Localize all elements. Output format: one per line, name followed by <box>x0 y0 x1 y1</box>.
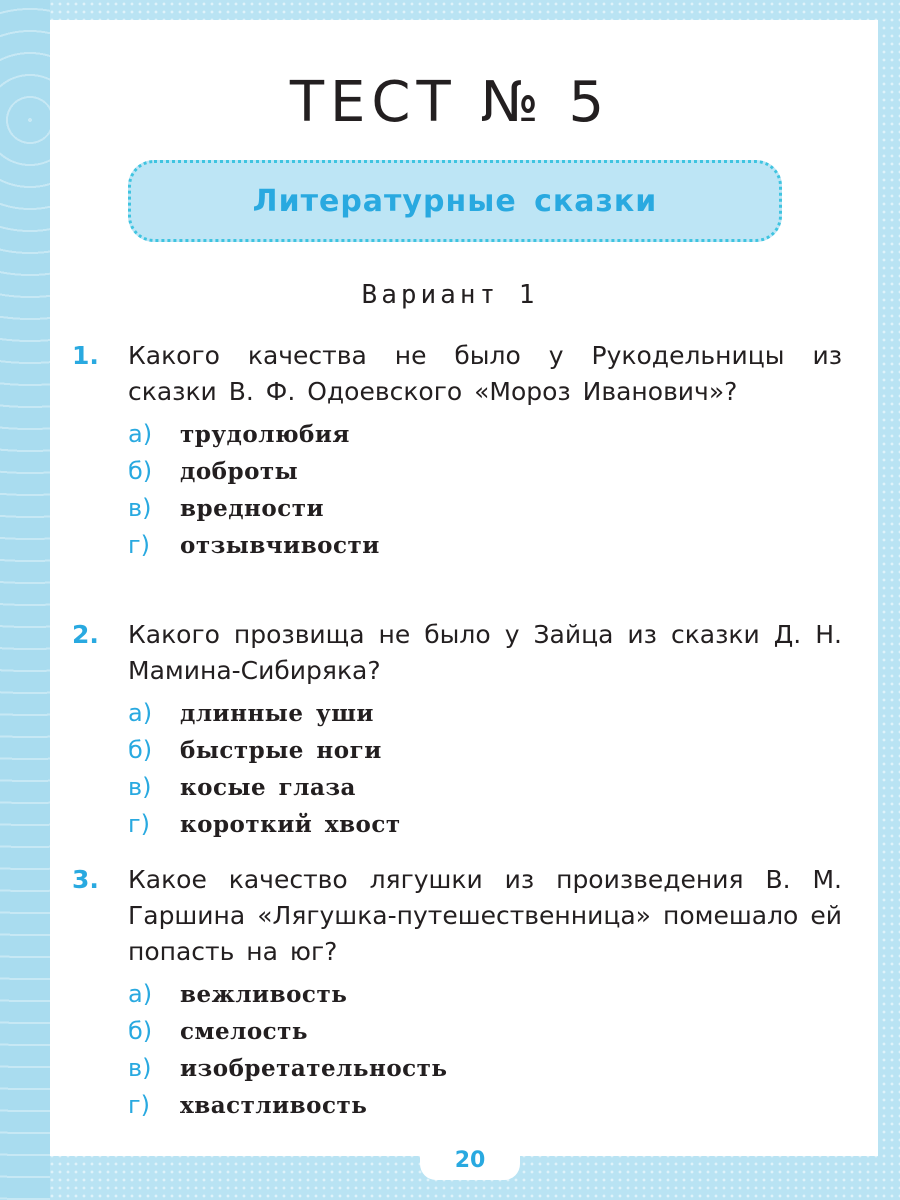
question-2 <box>72 617 842 843</box>
answer-option-d[interactable] <box>128 527 842 564</box>
question-number: 1. <box>72 341 99 370</box>
answer-option-c[interactable] <box>128 769 842 806</box>
option-text: быстрые ноги <box>180 737 382 764</box>
option-text: короткий хвост <box>180 811 401 838</box>
question-3 <box>72 862 842 1124</box>
answer-option-b[interactable] <box>128 732 842 769</box>
option-letter: г) <box>128 1091 150 1119</box>
option-text: вредности <box>180 495 325 522</box>
option-letter: б) <box>128 1017 153 1045</box>
option-letter: а) <box>128 699 153 727</box>
option-letter: а) <box>128 420 153 448</box>
answer-option-b[interactable] <box>128 453 842 490</box>
option-letter: а) <box>128 980 153 1008</box>
answer-option-a[interactable] <box>128 976 842 1013</box>
question-number: 2. <box>72 620 99 649</box>
option-text: доброты <box>180 458 299 485</box>
variant-label: Вариант 1 <box>361 280 539 310</box>
page-number-tab <box>420 1140 520 1180</box>
answer-options <box>128 695 842 843</box>
test-title: ТЕСТ № 5 <box>289 70 611 135</box>
answer-option-c[interactable] <box>128 490 842 527</box>
option-letter: б) <box>128 736 153 764</box>
question-number: 3. <box>72 865 99 894</box>
option-text: смелость <box>180 1018 309 1045</box>
option-text: трудолюбия <box>180 421 350 448</box>
option-text: косые глаза <box>180 774 356 801</box>
question-text: Какого прозвища не было у Зайца из сказки Д. Н. Мамина-Сибиряка? <box>128 620 842 685</box>
question-text: Какого качества не было у Рукодельницы из сказки В. Ф. Одоевского «Мороз Иванович»? <box>128 341 842 406</box>
option-letter: в) <box>128 773 152 801</box>
question-1 <box>72 338 842 564</box>
topic-banner <box>128 160 782 242</box>
decorative-side-border <box>0 0 50 1200</box>
option-letter: г) <box>128 810 150 838</box>
answer-option-d[interactable] <box>128 806 842 843</box>
page-number: 20 <box>454 1147 486 1173</box>
option-text: длинные уши <box>180 700 374 727</box>
answer-option-b[interactable] <box>128 1013 842 1050</box>
topic-banner-text: Литературные сказки <box>252 183 658 219</box>
option-letter: в) <box>128 1054 152 1082</box>
option-letter: б) <box>128 457 153 485</box>
option-text: изобретательность <box>180 1055 448 1082</box>
option-text: отзывчивости <box>180 532 380 559</box>
option-text: хвастливость <box>180 1092 368 1119</box>
answer-option-c[interactable] <box>128 1050 842 1087</box>
answer-option-d[interactable] <box>128 1087 842 1124</box>
question-text: Какое качество лягушки из произведения В. М. Гаршина «Лягушка-путешественница» помешало ей попасть на юг? <box>128 865 842 966</box>
option-text: вежливость <box>180 981 348 1008</box>
answer-option-a[interactable] <box>128 416 842 453</box>
option-letter: г) <box>128 531 150 559</box>
answer-option-a[interactable] <box>128 695 842 732</box>
option-letter: в) <box>128 494 152 522</box>
answer-options <box>128 416 842 564</box>
answer-options <box>128 976 842 1124</box>
